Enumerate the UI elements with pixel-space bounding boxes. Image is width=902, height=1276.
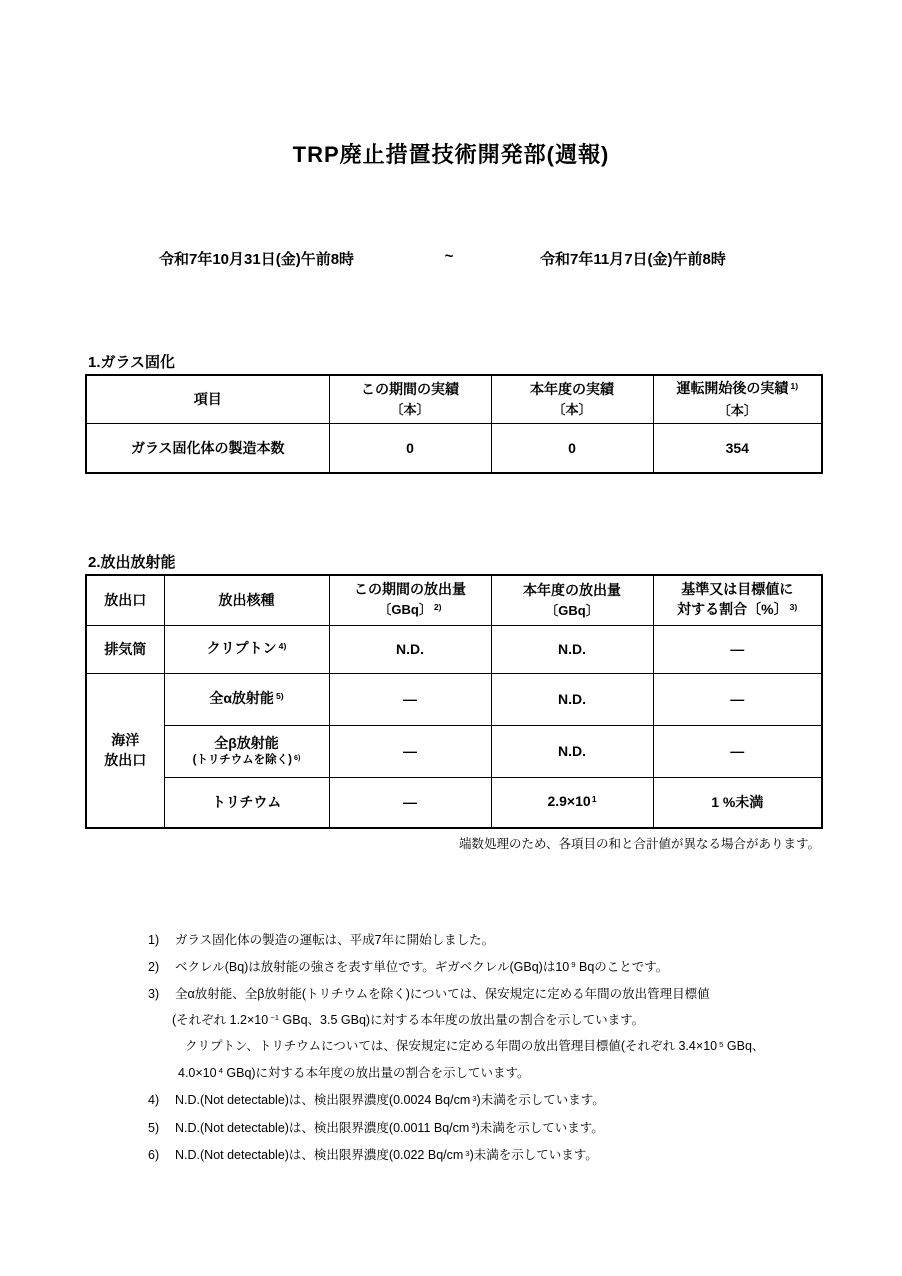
- footnote-2-text: ベクレル(Bq)は放射能の強さを表す単位です。ギガベクレル(GBq)は10 $^9$ Bqのことです。: [175, 959, 669, 974]
- nuclide-beta-label: 全β放射能 (トリチウムを除く) $^{6)}$: [164, 725, 329, 777]
- beta-ratio-value: —: [653, 725, 822, 777]
- footnote-3: [148, 982, 868, 1087]
- discharge-header-outlet: 放出口: [86, 575, 164, 625]
- footnote-3-line-3: クリプトン、トリチウムについては、保安規定に定める年間の放出管理目標値(それぞれ 3.4×10 $^5$ GBq、: [185, 1039, 765, 1053]
- glass-row-item-label: ガラス固化体の製造本数: [86, 423, 329, 473]
- tritium-ratio-value: 1 %未満: [653, 777, 822, 828]
- period-start-date: 令和7年10月31日(金)午前8時: [159, 251, 355, 268]
- discharge-row-tritium: [86, 777, 822, 828]
- glass-header-period: この期間の実績 〔本〕: [329, 375, 491, 423]
- nuclide-tritium-label: トリチウム: [164, 777, 329, 828]
- glass-header-year: 本年度の実績 〔本〕: [491, 375, 653, 423]
- footnote-6: [148, 1143, 868, 1170]
- outlet-marine-label: 海洋 放出口: [86, 673, 164, 828]
- beta-year-value: N.D.: [491, 725, 653, 777]
- footnote-3-line-4: 4.0×10 $^4$ GBq)に対する本年度の放出量の割合を示しています。: [178, 1065, 530, 1080]
- discharge-row-stack: [86, 625, 822, 673]
- glass-header-since-start: 運転開始後の実績 $^{1)}$ 〔本〕: [653, 375, 822, 423]
- footnote-1: [148, 928, 868, 954]
- footnote-2-number: 2): [148, 959, 160, 974]
- footnote-4: [148, 1088, 868, 1115]
- rounding-note: 端数処理のため、各項目の和と合計値が異なる場合があります。: [458, 837, 820, 851]
- krypton-ratio-value: —: [653, 625, 822, 673]
- tritium-year-value: $2.9\times 10^1$: [491, 777, 653, 828]
- alpha-ratio-value: —: [653, 673, 822, 725]
- discharge-table-header-row: [86, 575, 822, 625]
- glass-header-item: 項目: [86, 375, 329, 423]
- nuclide-krypton-label: クリプトン $^{4)}$: [164, 625, 329, 673]
- footnote-6-number: 6): [148, 1148, 160, 1162]
- beta-period-value: —: [329, 725, 491, 777]
- glass-table-data-row: [86, 423, 822, 473]
- footnote-1-number: 1): [148, 933, 160, 947]
- krypton-period-value: N.D.: [329, 625, 491, 673]
- footnotes: [148, 928, 868, 1171]
- outlet-stack-label: 排気筒: [86, 625, 164, 673]
- footnote-3-line-2: (それぞれ 1.2×10 $^{-1}$ GBq、3.5 GBq)に対する本年度の放出量の割合を示しています。: [172, 1012, 645, 1027]
- discharge-header-year: 本年度の放出量 〔GBq〕: [491, 575, 653, 625]
- footnote-3-number: 3): [148, 987, 160, 1001]
- tritium-period-value: —: [329, 777, 491, 828]
- discharge-header-nuclide: 放出核種: [164, 575, 329, 625]
- glass-table-header-row: [86, 375, 822, 423]
- discharge-header-period: この期間の放出量 〔GBq〕 $^{2)}$: [329, 575, 491, 625]
- footnote-2: [148, 955, 868, 982]
- glass-row-since-start-value: 354: [653, 423, 822, 473]
- alpha-period-value: —: [329, 673, 491, 725]
- alpha-year-value: N.D.: [491, 673, 653, 725]
- nuclide-alpha-label: 全α放射能 $^{5)}$: [164, 673, 329, 725]
- footnote-5-text: N.D.(Not detectable)は、検出限界濃度(0.0011 Bq/cm $^3$)未満を示しています。: [175, 1120, 604, 1135]
- page-title: TRP廃止措置技術開発部(週報): [292, 142, 610, 167]
- krypton-year-value: N.D.: [491, 625, 653, 673]
- section-heading-discharge: 2.放出放射能: [88, 554, 176, 571]
- report-period: [0, 248, 902, 272]
- glass-row-year-value: 0: [491, 423, 653, 473]
- discharge-row-alpha: [86, 673, 822, 725]
- footnote-3-line-1: 全α放射能、全β放射能(トリチウムを除く)については、保安規定に定める年間の放出管理目標値: [175, 987, 710, 1001]
- discharge-table: [85, 574, 823, 829]
- period-tilde: ~: [444, 248, 454, 265]
- glass-row-period-value: 0: [329, 423, 491, 473]
- period-end-date: 令和7年11月7日(金)午前8時: [540, 251, 726, 268]
- section-heading-glass: 1.ガラス固化: [88, 354, 176, 371]
- footnote-5-number: 5): [148, 1120, 160, 1135]
- glass-table: [85, 374, 823, 474]
- discharge-header-ratio: 基準又は目標値に 対する割合〔%〕 $^{3)}$: [653, 575, 822, 625]
- footnote-5: [148, 1116, 868, 1143]
- footnote-1-text: ガラス固化体の製造の運転は、平成7年に開始しました。: [175, 933, 495, 947]
- footnote-4-number: 4): [148, 1093, 160, 1107]
- discharge-row-beta: [86, 725, 822, 777]
- footnote-4-text: N.D.(Not detectable)は、検出限界濃度(0.0024 Bq/cm $^3$)未満を示しています。: [175, 1093, 605, 1107]
- footnote-6-text: N.D.(Not detectable)は、検出限界濃度(0.022 Bq/cm $^3$)未満を示しています。: [175, 1148, 598, 1162]
